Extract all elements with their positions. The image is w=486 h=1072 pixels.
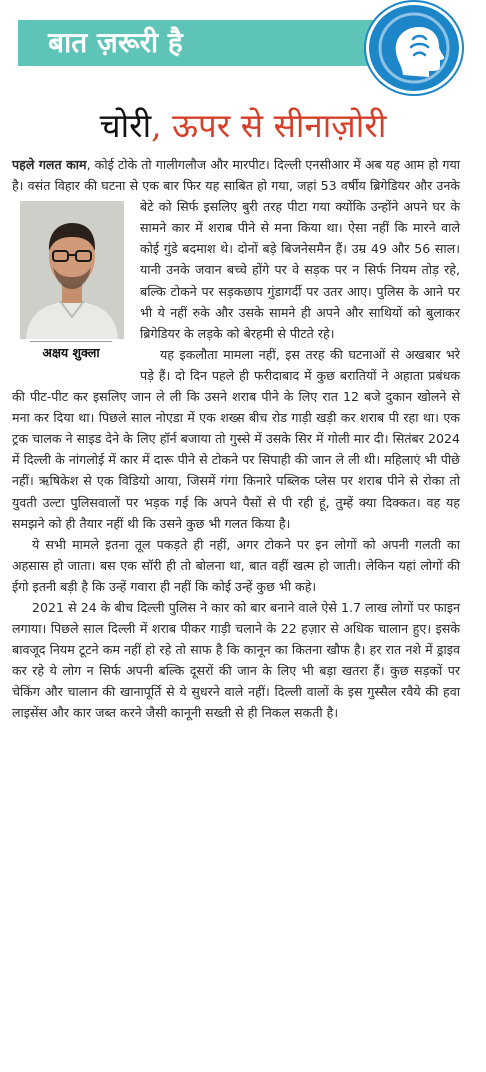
article-paragraph-1-continued: बेटे को सिर्फ इसलिए बुरी तरह पीटा गया क्योंकि उन्होंने अपने घर के सामने कार में शराब पीने से मना किया था। ऐसा नहीं कि मारने वाले कोई गुंडे बदमाश थे। दोनों बड़े बिजनेसमैन हैं। उम्र 49 और 56 साल। यानी उनके जवान बच्चे होंगे पर वे सड़क पर न सिर्फ नियम तोड़ रहे, बल्कि टोकने पर सड़कछाप गुंडागर्दी पर उतर आए। पुलिस के आने पर भी ये नहीं रुके और उसके सामने ही अपने और साथियों को बुलाकर ब्रिगेडियर के लड़के को बेरहमी से पीटते रहे। [140, 199, 460, 341]
author-box [12, 199, 130, 363]
author-name: अक्षय शुक्ला [42, 345, 100, 361]
column-title: बात ज़रूरी है [48, 26, 183, 59]
headline [0, 102, 486, 150]
article-paragraph-4: 2021 से 24 के बीच दिल्ली पुलिस ने कार को बार बनाने वाले ऐसे 1.7 लाख लोगों पर फाइन लगाया। पिछले साल दिल्ली में शराब पीकर गाड़ी चलाने के 22 हज़ार से अधिक चालान हुए। इसके बावजूद नियम टूटने कम नहीं हो रहे तो साफ है कि कानून का कितना खौफ है। हर रात नशे में ड्राइव कर रहे ये लोग न सिर्फ अपनी बल्कि दूसरों की जान के लिए भी बड़ा खतरा हैं। कुछ सड़कों पर चेकिंग और चालान की खानापूर्ति से ये सुधरने वाले नहीं। दिल्ली वालों के इस गुस्सैल रवैये की हवा लाइसेंस और कार जब्त करने जैसी कानूनी सख्ती से ही निकल सकती है। [12, 599, 460, 721]
article-paragraph-1 [12, 154, 461, 361]
article-paragraph-1-text: , कोई टोके तो गालीगलौज और मारपीट। दिल्ली एनसीआर में अब यह आम हो गया है। वसंत विहार की घटना से एक बार फिर यह साबित हो गया, जहां 53 वर्षीय ब्रिगेडियर और उनके [12, 157, 461, 194]
author-photo [20, 201, 124, 339]
article-body [12, 154, 460, 724]
article-lead: पहले गलत काम [12, 157, 87, 172]
article-paragraph-2: यह इकलौता मामला नहीं, इस तरह की घटनाओं से अखबार भरे पड़े हैं। दो दिन पहले ही फरीदाबाद में कुछ बरातियों ने अहाता प्रबंधक की पीट-पीट कर इसलिए जान ले ली कि उसने शराब पीने के लिए रात 12 बजे दुकान खोलने से मना कर दिया था। पिछले साल नोएडा में एक शख्स बीच रोड गाड़ी खड़ी कर शराब पी रहा था। एक ट्रक चालक ने साइड देने के लिए हॉर्न बजाया तो गुस्से में उसके सिर में गोली मार दी। सितंबर 2024 में दिल्ली के नांगलोई में कार में दारू पीने से टोकने पर सिपाही की जान ले ली थी। महिलाएं भी पीछे नहीं। ऋषिकेश से एक विडियो आया, जिसमें गंगा किनारे पब्लिक प्लेस पर शराब पीने से रोका तो युवती उल्टा पुलिसवालों पर भड़क गई कि अपने पैसों से पी रही हूं, तुम्हें क्या दिक्कत। वह यह समझने को ही तैयार नहीं थी कि उसने कुछ भी गलत किया है। [12, 346, 460, 531]
article-paragraph-3: ये सभी मामले इतना तूल पकड़ते ही नहीं, अगर टोकने पर इन लोगों को अपनी गलती का अहसास हो जाता। बस एक सॉरी ही तो बोलना था, बात वहीं खत्म हो जाती। लेकिन यहां लोगों की ईगो इतनी बड़ी है कि उन्हें गवारा ही नहीं कि कोई उन्हें कुछ भी कहे। [12, 536, 460, 594]
byline-rule [30, 341, 112, 342]
headline-part-2: , ऊपर से सीनाज़ोरी [151, 106, 387, 145]
head-profile-icon [366, 2, 462, 94]
headline-part-1: चोरी [99, 106, 152, 145]
